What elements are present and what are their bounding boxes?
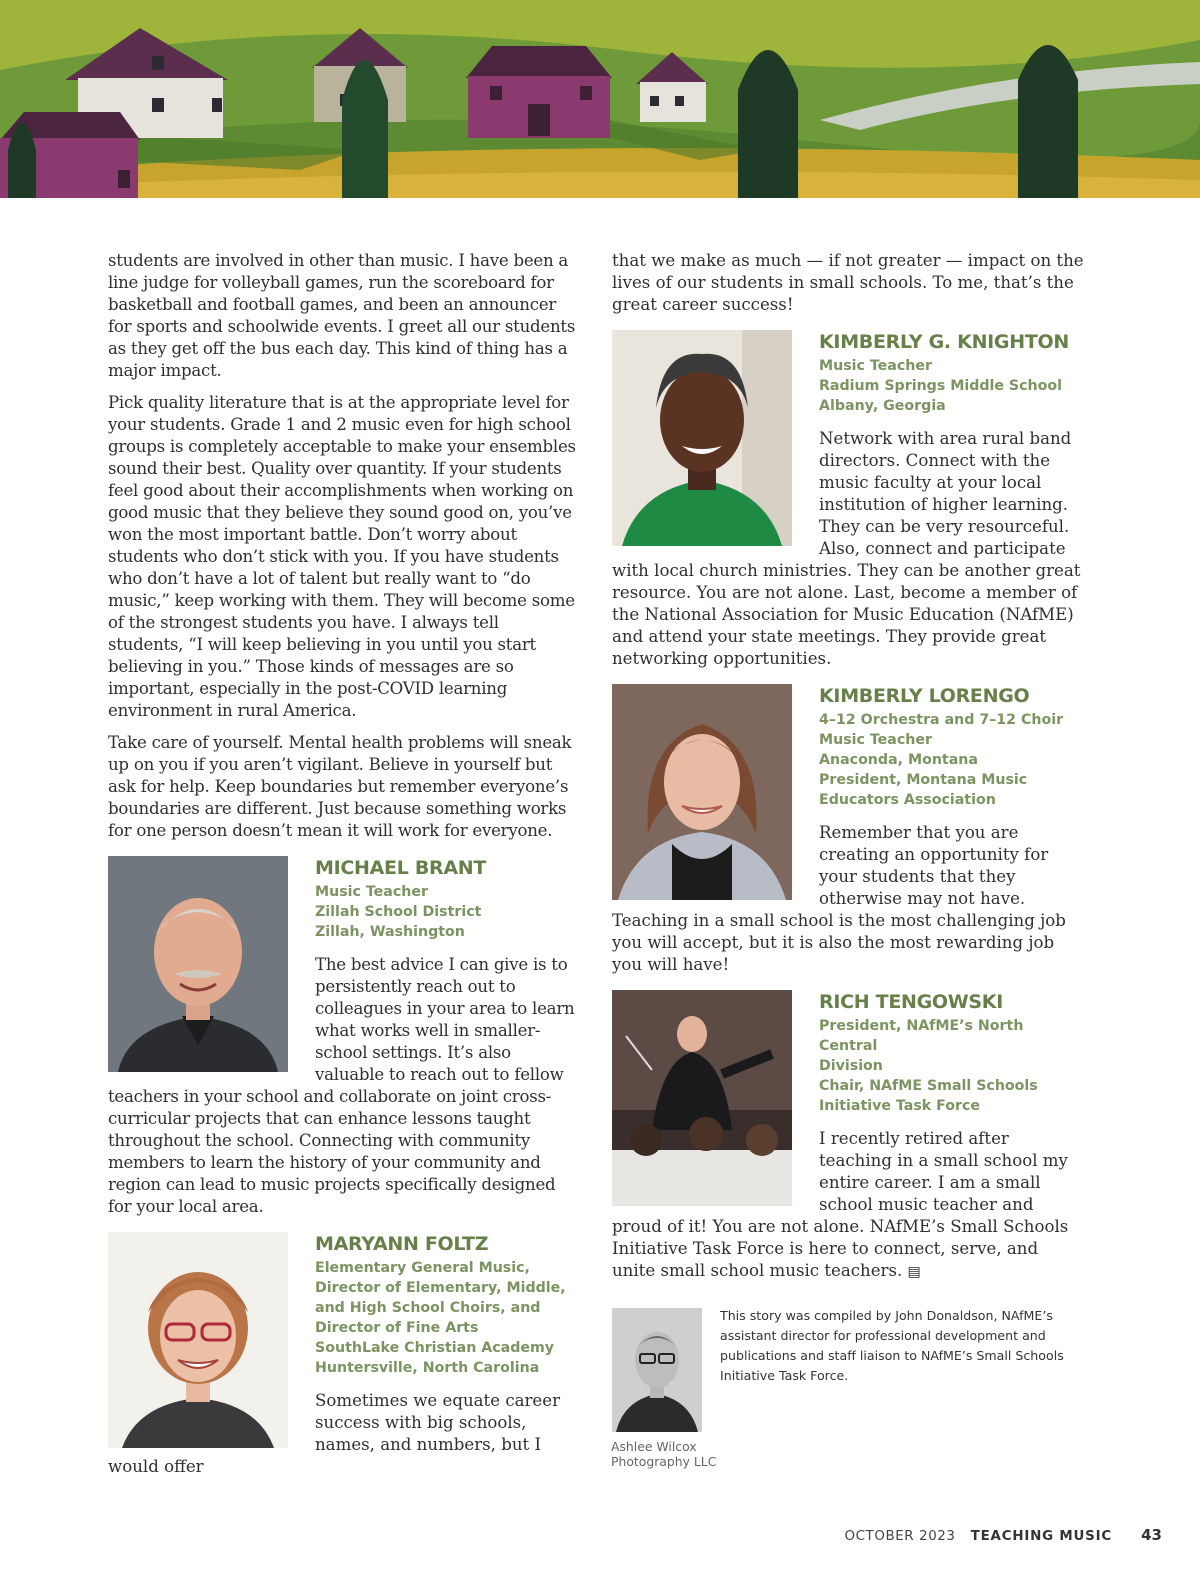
profile-role: 4–12 Orchestra and 7–12 Choir bbox=[819, 712, 1064, 728]
profile-quote: Sometimes we equate career success with big schools, names, and numbers, but I would offer bbox=[108, 1391, 561, 1476]
profile-quote: The best advice I can give is to persistently reach out to colleagues in your area to learn what works well in smaller-school settings. It’s also valuable to reach out to fellow teachers in your school and collaborate on joint cross-curricular projects that can enhance lessons taught throughout the school. Connecting with community members to learn the history of your community and region can lead to music projects specifically designed for your local area. bbox=[108, 955, 575, 1216]
left-column bbox=[108, 250, 576, 1492]
profile-role: Educators Association bbox=[819, 792, 996, 808]
profile-role: Director of Elementary, Middle, bbox=[315, 1280, 566, 1296]
profile-role: Initiative Task Force bbox=[819, 1098, 981, 1114]
profile-role: Anaconda, Montana bbox=[819, 752, 978, 768]
profile-name: KIMBERLY LORENGO bbox=[819, 685, 1030, 707]
author-photo bbox=[612, 1308, 702, 1432]
profile-maryann-foltz bbox=[108, 1232, 576, 1478]
profile-michael-brant bbox=[108, 856, 576, 1218]
body-paragraph: Take care of yourself. Mental health problems will sneak up on you if you aren’t vigilant. Believe in yourself but ask for help. Keep boundaries but remember everyone’s boundaries are different. Just because something works for one person doesn’t mean it will work for everyone. bbox=[108, 733, 572, 840]
profile-role: and High School Choirs, and bbox=[315, 1300, 541, 1316]
profile-role: Zillah School District bbox=[315, 904, 482, 920]
conducting-photo bbox=[612, 990, 792, 1206]
profile-quote: Remember that you are creating an opportunity for your students that they otherwise may not have. Teaching in a small school is the most challenging job you will accept, but it is also the most rewarding job you will have! bbox=[612, 823, 1066, 974]
profile-name: KIMBERLY G. KNIGHTON bbox=[819, 331, 1069, 353]
profile-role: Radium Springs Middle School bbox=[819, 378, 1063, 394]
right-column bbox=[612, 250, 1086, 1297]
headshot-photo bbox=[108, 856, 288, 1072]
profile-role: Elementary General Music, bbox=[315, 1260, 530, 1276]
profile-rich-tengowski bbox=[612, 990, 1086, 1283]
profile-name: RICH TENGOWSKI bbox=[819, 991, 1003, 1013]
profile-quote-text: I recently retired after teaching in a small school my entire career. I am a small school music teacher and proud of it! You are not alone. NAfME’s Small Schools Initiative Task Force is here to connect, serve, and unite small school music teachers. bbox=[612, 1129, 1069, 1280]
body-paragraph: students are involved in other than music. I have been a line judge for volleyball games, run the scoreboard for basketball and football games, and been an announcer for sports and schoolwide events. I greet all our students as they get off the bus each day. This kind of thing has a major impact. bbox=[108, 251, 576, 380]
profile-kimberly-lorengo bbox=[612, 684, 1086, 976]
credit-text: This story was compiled by John Donaldson, NAfME’s assistant director for professional development and publications and staff liaison to NAfME’s Small Schools Initiative Task Force. bbox=[720, 1308, 1064, 1383]
profile-role: Chair, NAfME Small Schools bbox=[819, 1078, 1038, 1094]
headshot-photo bbox=[612, 330, 792, 546]
headshot-photo bbox=[108, 1232, 288, 1448]
profile-role: Albany, Georgia bbox=[819, 398, 946, 414]
profile-kimberly-knighton bbox=[612, 330, 1086, 670]
headshot-photo bbox=[612, 684, 792, 900]
profile-role: SouthLake Christian Academy bbox=[315, 1340, 555, 1356]
profile-quote: Network with area rural band directors. Connect with the music faculty at your local institution of higher learning. They can be very resourceful. Also, connect and participate with local church ministries. They can be another great resource. You are not alone. Last, become a member of the National Association for Music Education (NAfME) and attend your state meetings. They provide great networking opportunities. bbox=[612, 429, 1081, 668]
body-paragraph: Pick quality literature that is at the appropriate level for your students. Grade 1 and 2 music even for high school groups is completely acceptable to make your ensembles sound their best. Quality over quantity. If your students feel good about their accomplishments when working on good music that they believe they sound good on, you’ve won the most important battle. Don’t worry about students who don’t stick with you. If you have students who don’t have a lot of talent but really want to “do music,” keep working with them. They will become some of the strongest students you have. I always tell students, “I will keep believing in you until you start believing in you.” Those kinds of messages are so important, especially in the post-COVID learning environment in rural America. bbox=[108, 393, 576, 720]
profile-role: Zillah, Washington bbox=[315, 924, 465, 940]
end-mark-icon: ▤ bbox=[907, 1264, 921, 1280]
profile-name: MARYANN FOLTZ bbox=[315, 1233, 489, 1255]
page-footer bbox=[844, 1525, 1162, 1544]
header-illustration bbox=[0, 0, 1200, 198]
profile-role: President, Montana Music bbox=[819, 772, 1028, 788]
magazine-title: TEACHING MUSIC bbox=[970, 1529, 1113, 1544]
profile-role: Division bbox=[819, 1058, 883, 1074]
profile-role: Music Teacher bbox=[819, 358, 932, 374]
issue-date: OCTOBER 2023 bbox=[844, 1529, 956, 1544]
profile-role: President, NAfME’s North Central bbox=[819, 1018, 1024, 1054]
profile-role: Huntersville, North Carolina bbox=[315, 1360, 540, 1376]
profile-role: Music Teacher bbox=[315, 884, 428, 900]
profile-role: Director of Fine Arts bbox=[315, 1320, 479, 1336]
profile-role: Music Teacher bbox=[819, 732, 932, 748]
profile-name: MICHAEL BRANT bbox=[315, 857, 487, 879]
page-number: 43 bbox=[1141, 1526, 1162, 1544]
photo-credit: Ashlee Wilcox Photography LLC bbox=[611, 1439, 717, 1469]
body-paragraph: that we make as much — if not greater — impact on the lives of our students in small schools. To me, that’s the great career success! bbox=[612, 251, 1084, 314]
